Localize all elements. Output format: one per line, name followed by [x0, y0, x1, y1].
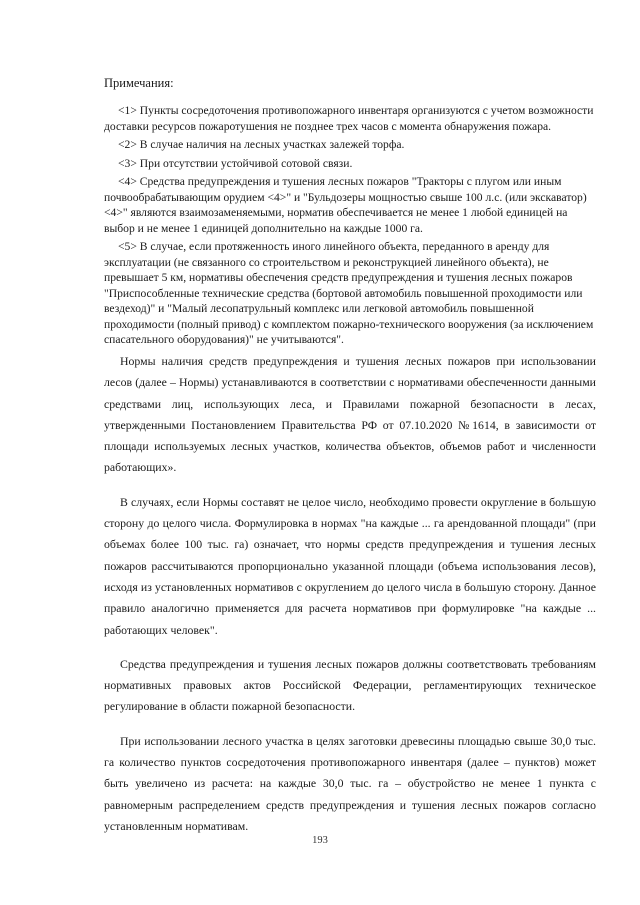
- paragraph-norms: Нормы наличия средств предупреждения и тушения лесных пожаров при использовании лесов (далее – Нормы) устанавливаются в соответствии с нормативами обеспеченности данными средствами лиц, использующих леса, и Правилами пожарной безопасности в лесах, утвержденными Постановлением Правительства РФ от 07.10.2020 №1614, в зависимости от площади используемых лесных участков, количества объектов, объемов работ и численности работающих».: [104, 354, 596, 475]
- paragraph-points: При использовании лесного участка в целях заготовки древесины площадью свыше 30,0 тыс. га количество пунктов сосредоточения противопожарного инвентаря (далее – пунктов) может быть увеличено из расчета: на каждые 30,0 тыс. га – обустройство не менее 1 пункта с равномерным распределением средств предупреждения и тушения лесных пожаров согласно установленным нормативам.: [104, 733, 596, 833]
- paragraph-requirements: Средства предупреждения и тушения лесных пожаров должны соответствовать требованиям нормативных правовых актов Российской Федерации, регламентирующих техническое регулирование в области пожарной безопасности.: [104, 656, 596, 714]
- notes-list: [104, 103, 596, 351]
- notes-heading: Примечания:: [104, 76, 174, 90]
- note-4: <4> Средства предупреждения и тушения лесных пожаров "Тракторы с плугом или иным почвообрабатывающим орудием <4>" и "Бульдозеры мощностью свыше 100 л.с. (или экскаватор) <4>" являются взаимозаменяемыми, норматив обеспечивается не менее 1 любой единицей на выбор и не менее 1 единицей дополнительно на каждые 1000 га.: [104, 175, 587, 235]
- note-3: <3> При отсутствии устойчивой сотовой связи.: [118, 156, 353, 170]
- paragraph-rounding: В случаях, если Нормы составят не целое число, необходимо провести округление в большую сторону до целого числа. Формулировка в нормах "на каждые ... га арендованной площади" (при объемах более 100 тыс. га) означает, что нормы средств предупреждения и тушения лесных пожаров рассчитываются пропорционально указанной площади (объема использования лесов), исходя из установленных нормативов с округлением до целого числа в большую сторону. Данное правило аналогично применяется для расчета нормативов при формулировке "на каждые ... работающих человек".: [104, 494, 596, 637]
- page-number: 193: [312, 835, 328, 846]
- body-text: [104, 351, 596, 850]
- note-1: <1> Пункты сосредоточения противопожарного инвентаря организуются с учетом возможности доставки ресурсов пожаротушения не позднее трех часов с момента обнаружения пожара.: [104, 104, 594, 133]
- note-2: <2> В случае наличия на лесных участках залежей торфа.: [118, 138, 405, 151]
- note-5: <5> В случае, если протяженность иного линейного объекта, переданного в аренду для эксплуатации (не связанного со строительством и реконструкцией линейного объекта), не превышает 5 км, нормативы обеспечения средств предупреждения и тушения лесных пожаров "Приспособленные технические средства (бортовой автомобиль повышенной проходимости или вездеход)" и "Малый лесопатрульный комплекс или легковой автомобиль повышенной проходимости (полный привод) с комплектом пожарно-технического вооружения (за исключением спасательного оборудования)" не учитываются".: [104, 240, 594, 346]
